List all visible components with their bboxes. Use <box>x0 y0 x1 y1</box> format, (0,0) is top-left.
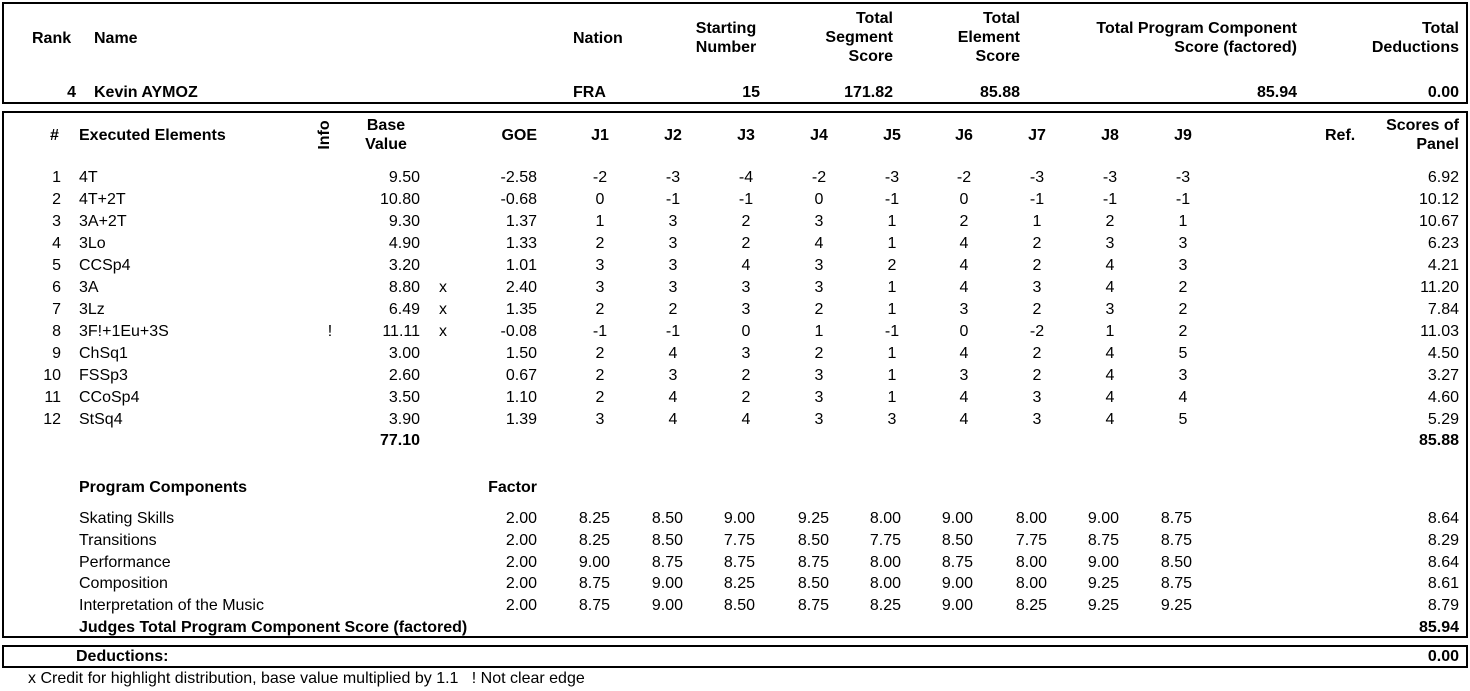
element-judge-score: 2 <box>595 367 605 384</box>
element-judge-score: 4 <box>1105 367 1115 384</box>
component-name: Transitions <box>79 531 157 549</box>
panel-score-header-2: Panel <box>1416 136 1459 153</box>
tes-header-2: Element <box>957 29 1020 46</box>
element-name: 3A <box>79 279 99 296</box>
element-judge-score: 3 <box>668 213 678 230</box>
element-judge-score: 0 <box>814 191 824 208</box>
element-judge-score: 3 <box>595 411 605 428</box>
element-judge-score: 4 <box>668 345 678 362</box>
component-judge-score: 8.00 <box>869 510 901 527</box>
element-judge-score: 4 <box>959 235 969 252</box>
deductions-header-2: Deductions <box>1371 39 1459 56</box>
element-judge-score: 3 <box>668 367 678 384</box>
element-panel-score: 5.29 <box>1427 411 1459 428</box>
element-judge-score: 2 <box>741 367 751 384</box>
element-number: 10 <box>43 367 61 384</box>
factor-header: Factor <box>488 479 537 496</box>
judge-header-1: J1 <box>591 127 609 144</box>
element-panel-score: 11.20 <box>1420 279 1459 296</box>
element-judge-score: -3 <box>1175 169 1191 186</box>
element-judge-score: 2 <box>668 301 678 318</box>
component-factor: 2.00 <box>505 597 537 615</box>
element-judge-score: 4 <box>959 411 969 428</box>
element-base-value: 10.80 <box>379 191 420 208</box>
element-base-value: 6.49 <box>388 301 420 318</box>
element-name: 3F!+1Eu+3S <box>79 323 169 340</box>
element-judge-score: 3 <box>595 257 605 274</box>
element-number: 2 <box>52 191 61 208</box>
element-base-value: 2.60 <box>388 367 420 384</box>
executed-elements-header: Executed Elements <box>79 127 226 144</box>
element-goe: 1.35 <box>505 301 537 318</box>
element-base-value: 9.30 <box>388 213 420 230</box>
component-judge-score: 9.00 <box>651 575 683 593</box>
element-panel-score: 11.03 <box>1420 323 1459 340</box>
element-judge-score: -1 <box>1102 191 1118 208</box>
element-judge-score: 0 <box>959 191 969 208</box>
component-judge-score: 8.00 <box>869 575 901 593</box>
element-panel-score: 4.60 <box>1427 389 1459 406</box>
component-judge-score: 8.75 <box>578 575 610 593</box>
element-goe: 1.37 <box>505 213 537 230</box>
judges-total-pcs-label: Judges Total Program Component Score (factored) <box>79 619 468 636</box>
tes-header-3: Score <box>975 48 1020 65</box>
element-judge-score: -1 <box>884 323 900 340</box>
component-panel-score: 8.29 <box>1427 531 1459 549</box>
skater-nation: FRA <box>573 84 606 101</box>
component-factor: 2.00 <box>505 575 537 593</box>
element-judge-score: 2 <box>1178 323 1188 340</box>
element-number-header: # <box>50 127 59 144</box>
element-judge-score: 4 <box>959 257 969 274</box>
component-judge-score: 9.25 <box>1160 597 1192 615</box>
name-header: Name <box>94 30 138 47</box>
element-judge-score: 3 <box>814 411 824 428</box>
element-judge-score: 1 <box>595 213 605 230</box>
element-number: 4 <box>52 235 61 252</box>
judge-header-3: J3 <box>737 127 755 144</box>
element-number: 7 <box>52 301 61 318</box>
element-judge-score: -2 <box>592 169 608 186</box>
component-judge-score: 8.75 <box>1160 531 1192 549</box>
skater-starting-number: 15 <box>742 84 760 101</box>
element-judge-score: -1 <box>884 191 900 208</box>
element-judge-score: 3 <box>668 279 678 296</box>
element-judge-score: 2 <box>595 301 605 318</box>
element-judge-score: 1 <box>887 213 897 230</box>
element-goe: 1.39 <box>505 411 537 428</box>
element-judge-score: 2 <box>1032 301 1042 318</box>
element-judge-score: 4 <box>668 411 678 428</box>
component-judge-score: 8.75 <box>578 597 610 615</box>
component-judge-score: 9.00 <box>1087 553 1119 571</box>
ref-header: Ref. <box>1325 127 1356 144</box>
base-value-header-2: Value <box>365 136 407 153</box>
element-base-value: 9.50 <box>388 169 420 186</box>
element-name: 3Lo <box>79 235 106 252</box>
component-judge-score: 8.75 <box>651 553 683 571</box>
element-judge-score: 3 <box>959 367 969 384</box>
element-goe: -0.68 <box>500 191 537 208</box>
element-goe: -2.58 <box>500 169 537 186</box>
info-header: Info <box>316 120 333 150</box>
element-judge-score: 1 <box>1105 323 1115 340</box>
component-factor: 2.00 <box>505 553 537 571</box>
elements-total-base: 77.10 <box>379 432 420 449</box>
element-judge-score: 3 <box>1105 235 1115 252</box>
element-judge-score: 3 <box>1178 235 1188 252</box>
element-judge-score: 4 <box>741 257 751 274</box>
element-judge-score: 3 <box>814 367 824 384</box>
element-judge-score: -2 <box>811 169 827 186</box>
element-base-value: 8.80 <box>388 279 420 296</box>
element-name: 4T+2T <box>79 191 126 208</box>
element-number: 12 <box>43 411 61 428</box>
judge-header-8: J8 <box>1101 127 1119 144</box>
element-judge-score: 3 <box>668 235 678 252</box>
tss-header-3: Score <box>848 48 893 65</box>
element-judge-score: 3 <box>959 301 969 318</box>
element-judge-score: 3 <box>595 279 605 296</box>
element-judge-score: 3 <box>1178 367 1188 384</box>
tss-header-1: Total <box>855 10 893 27</box>
pcs-header-2: Score (factored) <box>1174 39 1297 56</box>
element-panel-score: 7.84 <box>1427 301 1459 318</box>
judge-header-7: J7 <box>1028 127 1046 144</box>
element-judge-score: 2 <box>741 235 751 252</box>
element-goe: 1.10 <box>505 389 537 406</box>
component-judge-score: 8.75 <box>1087 531 1119 549</box>
element-judge-score: 0 <box>595 191 605 208</box>
element-number: 1 <box>52 169 61 186</box>
element-judge-score: -3 <box>884 169 900 186</box>
component-judge-score: 9.00 <box>941 510 973 527</box>
component-judge-score: 9.00 <box>941 575 973 593</box>
element-judge-score: -1 <box>592 323 608 340</box>
component-judge-score: 8.50 <box>941 531 973 549</box>
element-judge-score: 4 <box>959 345 969 362</box>
component-judge-score: 9.00 <box>723 510 755 527</box>
component-judge-score: 9.00 <box>1087 510 1119 527</box>
skater-total-deductions: 0.00 <box>1427 84 1459 101</box>
element-goe: -0.08 <box>500 323 537 340</box>
element-judge-score: 0 <box>959 323 969 340</box>
element-judge-score: 1 <box>887 301 897 318</box>
tes-header-1: Total <box>982 10 1020 27</box>
elements-total-panel: 85.88 <box>1418 432 1459 449</box>
element-name: CCSp4 <box>79 257 131 274</box>
element-judge-score: 4 <box>814 235 824 252</box>
element-bonus-marker: x <box>439 323 447 340</box>
judge-header-4: J4 <box>810 127 828 144</box>
element-judge-score: -3 <box>1029 169 1045 186</box>
element-judge-score: 3 <box>1032 389 1042 406</box>
element-number: 9 <box>52 345 61 362</box>
element-goe: 1.01 <box>505 257 537 274</box>
skater-total-element-score: 85.88 <box>979 84 1020 101</box>
component-judge-score: 7.75 <box>869 531 901 549</box>
rank-header: Rank <box>32 30 72 47</box>
element-name: CCoSp4 <box>79 389 140 406</box>
component-judge-score: 8.50 <box>651 531 683 549</box>
footnote: x Credit for highlight distribution, base value multiplied by 1.1 ! Not clear edge <box>28 670 585 687</box>
element-judge-score: -1 <box>665 191 681 208</box>
judge-header-5: J5 <box>883 127 901 144</box>
judge-header-6: J6 <box>955 127 973 144</box>
judges-total-pcs-value: 85.94 <box>1418 619 1459 636</box>
component-name: Composition <box>79 575 168 593</box>
component-judge-score: 8.50 <box>723 597 755 615</box>
element-judge-score: 2 <box>814 345 824 362</box>
component-judge-score: 8.25 <box>578 531 610 549</box>
element-judge-score: 1 <box>1178 213 1188 230</box>
component-judge-score: 7.75 <box>1015 531 1047 549</box>
element-judge-score: 3 <box>741 301 751 318</box>
element-judge-score: 4 <box>1178 389 1188 406</box>
element-judge-score: 3 <box>1105 301 1115 318</box>
tss-header-2: Segment <box>825 29 893 46</box>
element-judge-score: -2 <box>1029 323 1045 340</box>
element-judge-score: 3 <box>814 279 824 296</box>
component-judge-score: 8.50 <box>797 531 829 549</box>
deductions-value: 0.00 <box>1427 648 1459 665</box>
element-judge-score: 2 <box>595 235 605 252</box>
element-judge-score: 2 <box>741 213 751 230</box>
component-panel-score: 8.64 <box>1427 553 1459 571</box>
component-judge-score: 9.25 <box>1087 575 1119 593</box>
element-judge-score: 3 <box>741 279 751 296</box>
deductions-header-1: Total <box>1421 20 1459 37</box>
element-judge-score: 3 <box>741 345 751 362</box>
element-judge-score: 2 <box>1032 345 1042 362</box>
component-judge-score: 8.00 <box>1015 510 1047 527</box>
element-name: FSSp3 <box>79 367 128 384</box>
nation-header: Nation <box>573 30 623 47</box>
element-judge-score: 4 <box>959 389 969 406</box>
component-judge-score: 8.00 <box>869 553 901 571</box>
element-judge-score: 3 <box>887 411 897 428</box>
element-judge-score: 1 <box>887 367 897 384</box>
element-judge-score: -3 <box>665 169 681 186</box>
element-judge-score: 4 <box>1105 389 1115 406</box>
element-number: 6 <box>52 279 61 296</box>
element-name: 3A+2T <box>79 213 127 230</box>
element-judge-score: 2 <box>1032 257 1042 274</box>
element-judge-score: 2 <box>1105 213 1115 230</box>
program-components-header: Program Components <box>79 479 248 496</box>
component-judge-score: 9.25 <box>797 510 829 527</box>
element-judge-score: 1 <box>887 235 897 252</box>
component-judge-score: 8.25 <box>578 510 610 527</box>
component-judge-score: 8.75 <box>1160 575 1192 593</box>
element-judge-score: 1 <box>887 389 897 406</box>
element-name: 3Lz <box>79 301 105 318</box>
element-bonus-marker: x <box>439 279 447 296</box>
element-judge-score: 2 <box>1032 367 1042 384</box>
element-name: 4T <box>79 169 98 186</box>
component-judge-score: 8.75 <box>1160 510 1192 527</box>
element-judge-score: 1 <box>887 345 897 362</box>
element-judge-score: 3 <box>814 389 824 406</box>
starting-number-header-2: Number <box>695 39 757 56</box>
component-factor: 2.00 <box>505 531 537 549</box>
goe-header: GOE <box>501 127 537 144</box>
element-judge-score: -1 <box>738 191 754 208</box>
element-judge-score: 2 <box>959 213 969 230</box>
element-judge-score: 2 <box>1178 301 1188 318</box>
element-judge-score: 2 <box>887 257 897 274</box>
element-judge-score: 4 <box>959 279 969 296</box>
element-panel-score: 6.92 <box>1427 169 1459 186</box>
component-judge-score: 8.25 <box>723 575 755 593</box>
element-panel-score: 4.21 <box>1427 257 1459 274</box>
panel-score-header-1: Scores of <box>1386 117 1459 134</box>
element-number: 5 <box>52 257 61 274</box>
element-panel-score: 4.50 <box>1427 345 1459 362</box>
component-judge-score: 8.75 <box>723 553 755 571</box>
element-judge-score: 0 <box>741 323 751 340</box>
element-info: ! <box>327 323 333 340</box>
element-judge-score: 3 <box>1032 279 1042 296</box>
judge-header-9: J9 <box>1174 127 1192 144</box>
component-name: Skating Skills <box>79 510 175 527</box>
skater-name: Kevin AYMOZ <box>94 84 198 101</box>
element-judge-score: -1 <box>665 323 681 340</box>
component-judge-score: 8.25 <box>869 597 901 615</box>
element-panel-score: 10.67 <box>1418 213 1459 230</box>
element-judge-score: 1 <box>1032 213 1042 230</box>
component-judge-score: 8.75 <box>797 553 829 571</box>
element-base-value: 3.90 <box>388 411 420 428</box>
component-judge-score: 8.50 <box>1160 553 1192 571</box>
element-judge-score: 4 <box>1105 279 1115 296</box>
element-judge-score: 2 <box>595 389 605 406</box>
component-judge-score: 8.75 <box>941 553 973 571</box>
component-judge-score: 8.50 <box>797 575 829 593</box>
element-judge-score: 3 <box>1032 411 1042 428</box>
element-judge-score: 5 <box>1178 345 1188 362</box>
pcs-header-1: Total Program Component <box>1096 20 1297 37</box>
skater-total-pcs: 85.94 <box>1256 84 1297 101</box>
component-judge-score: 8.75 <box>797 597 829 615</box>
element-goe: 0.67 <box>505 367 537 384</box>
element-name: ChSq1 <box>79 345 128 362</box>
element-judge-score: 3 <box>814 213 824 230</box>
element-judge-score: -2 <box>956 169 972 186</box>
element-judge-score: 2 <box>595 345 605 362</box>
element-judge-score: 2 <box>1032 235 1042 252</box>
component-judge-score: 8.00 <box>1015 553 1047 571</box>
component-name: Interpretation of the Music <box>79 597 264 615</box>
component-judge-score: 8.50 <box>651 510 683 527</box>
element-goe: 1.50 <box>505 345 537 362</box>
element-judge-score: 5 <box>1178 411 1188 428</box>
element-name: StSq4 <box>79 411 123 428</box>
element-judge-score: 3 <box>1178 257 1188 274</box>
element-panel-score: 6.23 <box>1427 235 1459 252</box>
skater-rank: 4 <box>67 84 76 101</box>
element-judge-score: 4 <box>1105 257 1115 274</box>
element-goe: 1.33 <box>505 235 537 252</box>
base-value-header-1: Base <box>366 117 406 134</box>
element-panel-score: 3.27 <box>1427 367 1459 384</box>
deductions-label: Deductions: <box>76 648 169 665</box>
component-judge-score: 8.25 <box>1015 597 1047 615</box>
element-judge-score: -1 <box>1029 191 1045 208</box>
element-panel-score: 10.12 <box>1418 191 1459 208</box>
component-judge-score: 8.00 <box>1015 575 1047 593</box>
element-base-value: 3.00 <box>388 345 420 362</box>
element-bonus-marker: x <box>439 301 447 318</box>
element-judge-score: 4 <box>1105 345 1115 362</box>
element-judge-score: -4 <box>738 169 754 186</box>
component-judge-score: 9.00 <box>651 597 683 615</box>
element-base-value: 11.11 <box>382 323 420 340</box>
deductions-box <box>2 645 1468 668</box>
element-judge-score: 1 <box>887 279 897 296</box>
element-judge-score: 1 <box>814 323 824 340</box>
element-base-value: 4.90 <box>388 235 420 252</box>
component-judge-score: 7.75 <box>723 531 755 549</box>
element-base-value: 3.20 <box>388 257 420 274</box>
element-goe: 2.40 <box>505 279 537 296</box>
component-panel-score: 8.61 <box>1427 575 1459 593</box>
judge-header-2: J2 <box>664 127 682 144</box>
component-judge-score: 9.25 <box>1087 597 1119 615</box>
element-judge-score: -3 <box>1102 169 1118 186</box>
component-name: Performance <box>79 553 171 571</box>
component-panel-score: 8.79 <box>1427 597 1459 615</box>
starting-number-header-1: Starting <box>695 20 757 37</box>
element-judge-score: 2 <box>814 301 824 318</box>
element-base-value: 3.50 <box>388 389 420 406</box>
element-judge-score: 4 <box>741 411 751 428</box>
component-judge-score: 9.00 <box>941 597 973 615</box>
component-judge-score: 9.00 <box>578 553 610 571</box>
element-judge-score: -1 <box>1175 191 1191 208</box>
component-factor: 2.00 <box>505 510 537 527</box>
element-judge-score: 2 <box>741 389 751 406</box>
element-judge-score: 4 <box>1105 411 1115 428</box>
element-judge-score: 3 <box>668 257 678 274</box>
skater-total-segment-score: 171.82 <box>844 84 893 101</box>
component-panel-score: 8.64 <box>1427 510 1459 527</box>
element-judge-score: 2 <box>1178 279 1188 296</box>
element-judge-score: 4 <box>668 389 678 406</box>
element-number: 8 <box>52 323 61 340</box>
element-judge-score: 3 <box>814 257 824 274</box>
element-number: 3 <box>52 213 61 230</box>
element-number: 11 <box>44 389 61 406</box>
